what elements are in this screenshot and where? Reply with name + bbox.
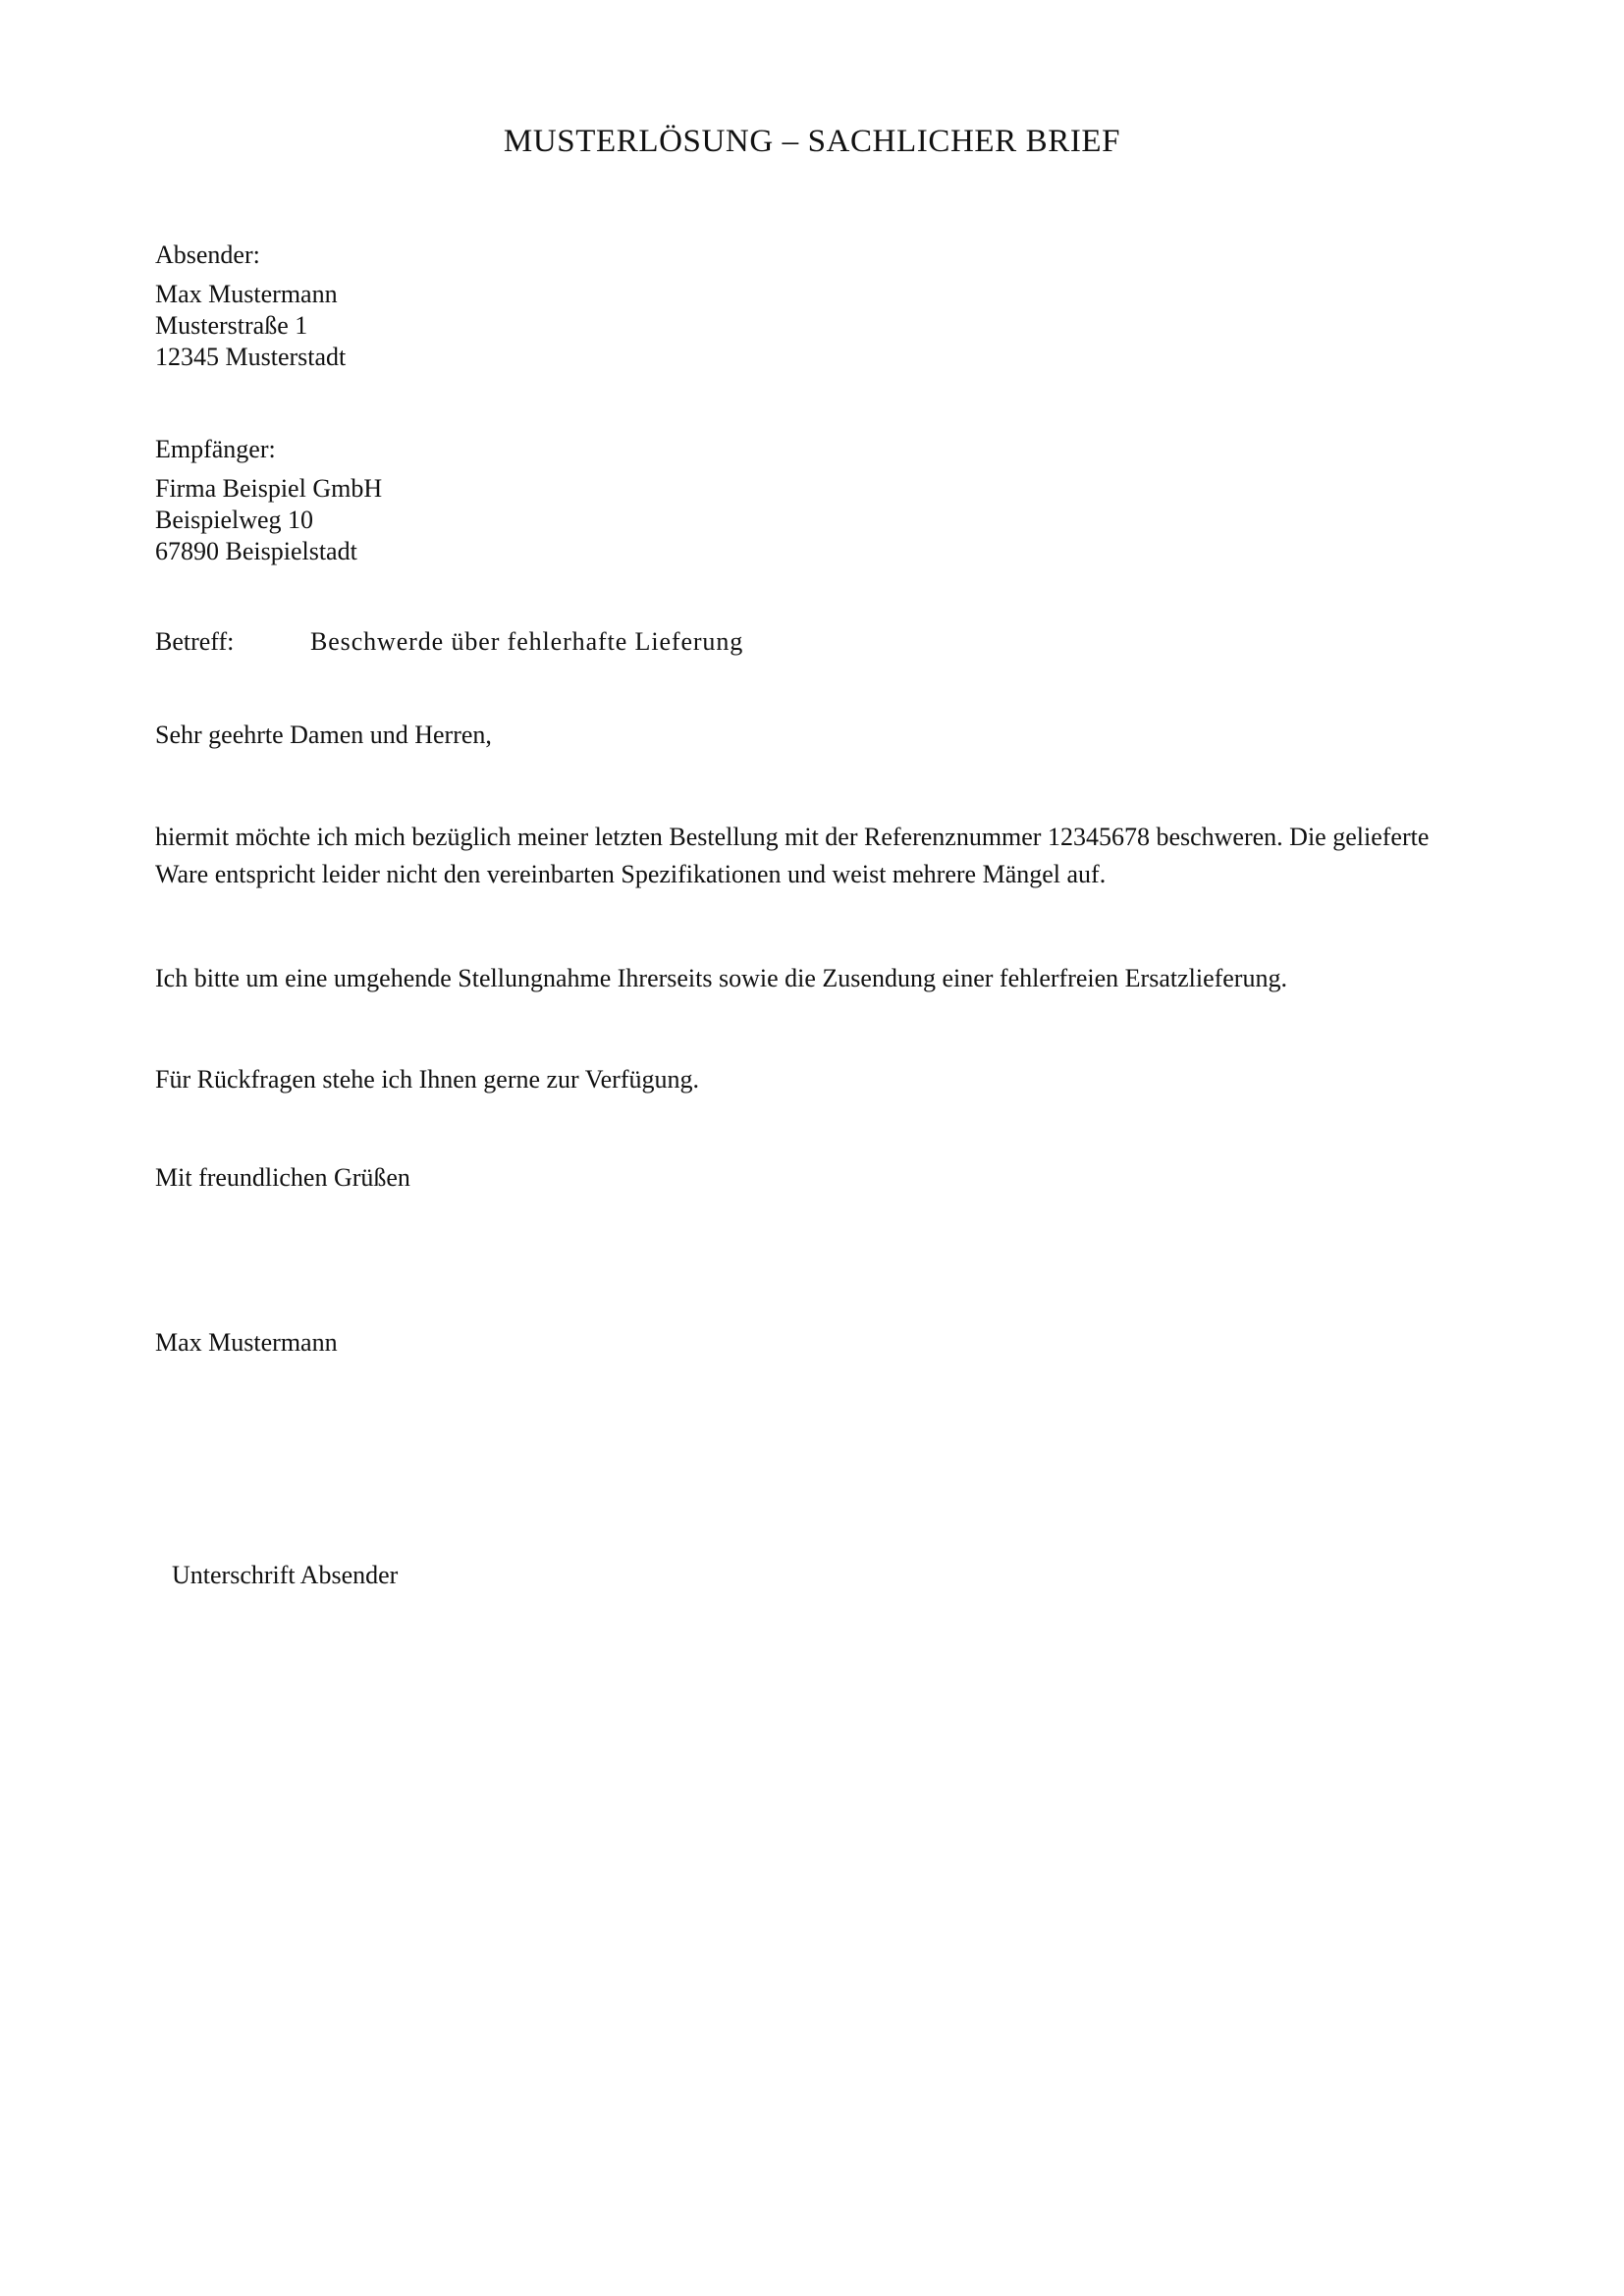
closing: Mit freundlichen Grüßen: [155, 1163, 410, 1192]
subject-line: [155, 626, 743, 658]
body-paragraph-request: Ich bitte um eine umgehende Stellungnahme Ihrerseits sowie die Zusendung einer fehlerfreien Ersatzlieferung.: [155, 964, 1287, 992]
body-paragraph-complaint: hiermit möchte ich mich bezüglich meiner letzten Bestellung mit der Referenznummer 12345678 beschweren. Die gelieferte Ware entspricht leider nicht den vereinbarten Spezifikationen und weist mehrere Mängel auf.: [155, 823, 1430, 888]
sender-name: Max Mustermann: [155, 280, 338, 308]
signature-name: Max Mustermann: [155, 1328, 338, 1357]
sender-address: [155, 279, 346, 373]
sender-label: Absender:: [155, 240, 260, 269]
salutation: Sehr geehrte Damen und Herren,: [155, 721, 492, 749]
subject-value: Beschwerde über fehlerhafte Lieferung: [310, 627, 744, 656]
signature-caption: Unterschrift Absender: [172, 1561, 399, 1589]
document-title: MUSTERLÖSUNG – SACHLICHER BRIEF: [503, 124, 1121, 159]
recipient-company: Firma Beispiel GmbH: [155, 474, 383, 503]
recipient-label: Empfänger:: [155, 435, 276, 463]
recipient-address: [155, 473, 382, 567]
body-paragraph-questions: Für Rückfragen stehe ich Ihnen gerne zur Verfügung.: [155, 1065, 699, 1094]
sender-street: Musterstraße 1: [155, 311, 308, 340]
recipient-city: 67890 Beispielstadt: [155, 537, 357, 565]
sender-city: 12345 Musterstadt: [155, 343, 347, 371]
recipient-street: Beispielweg 10: [155, 506, 314, 534]
subject-label: Betreff:: [155, 627, 235, 656]
